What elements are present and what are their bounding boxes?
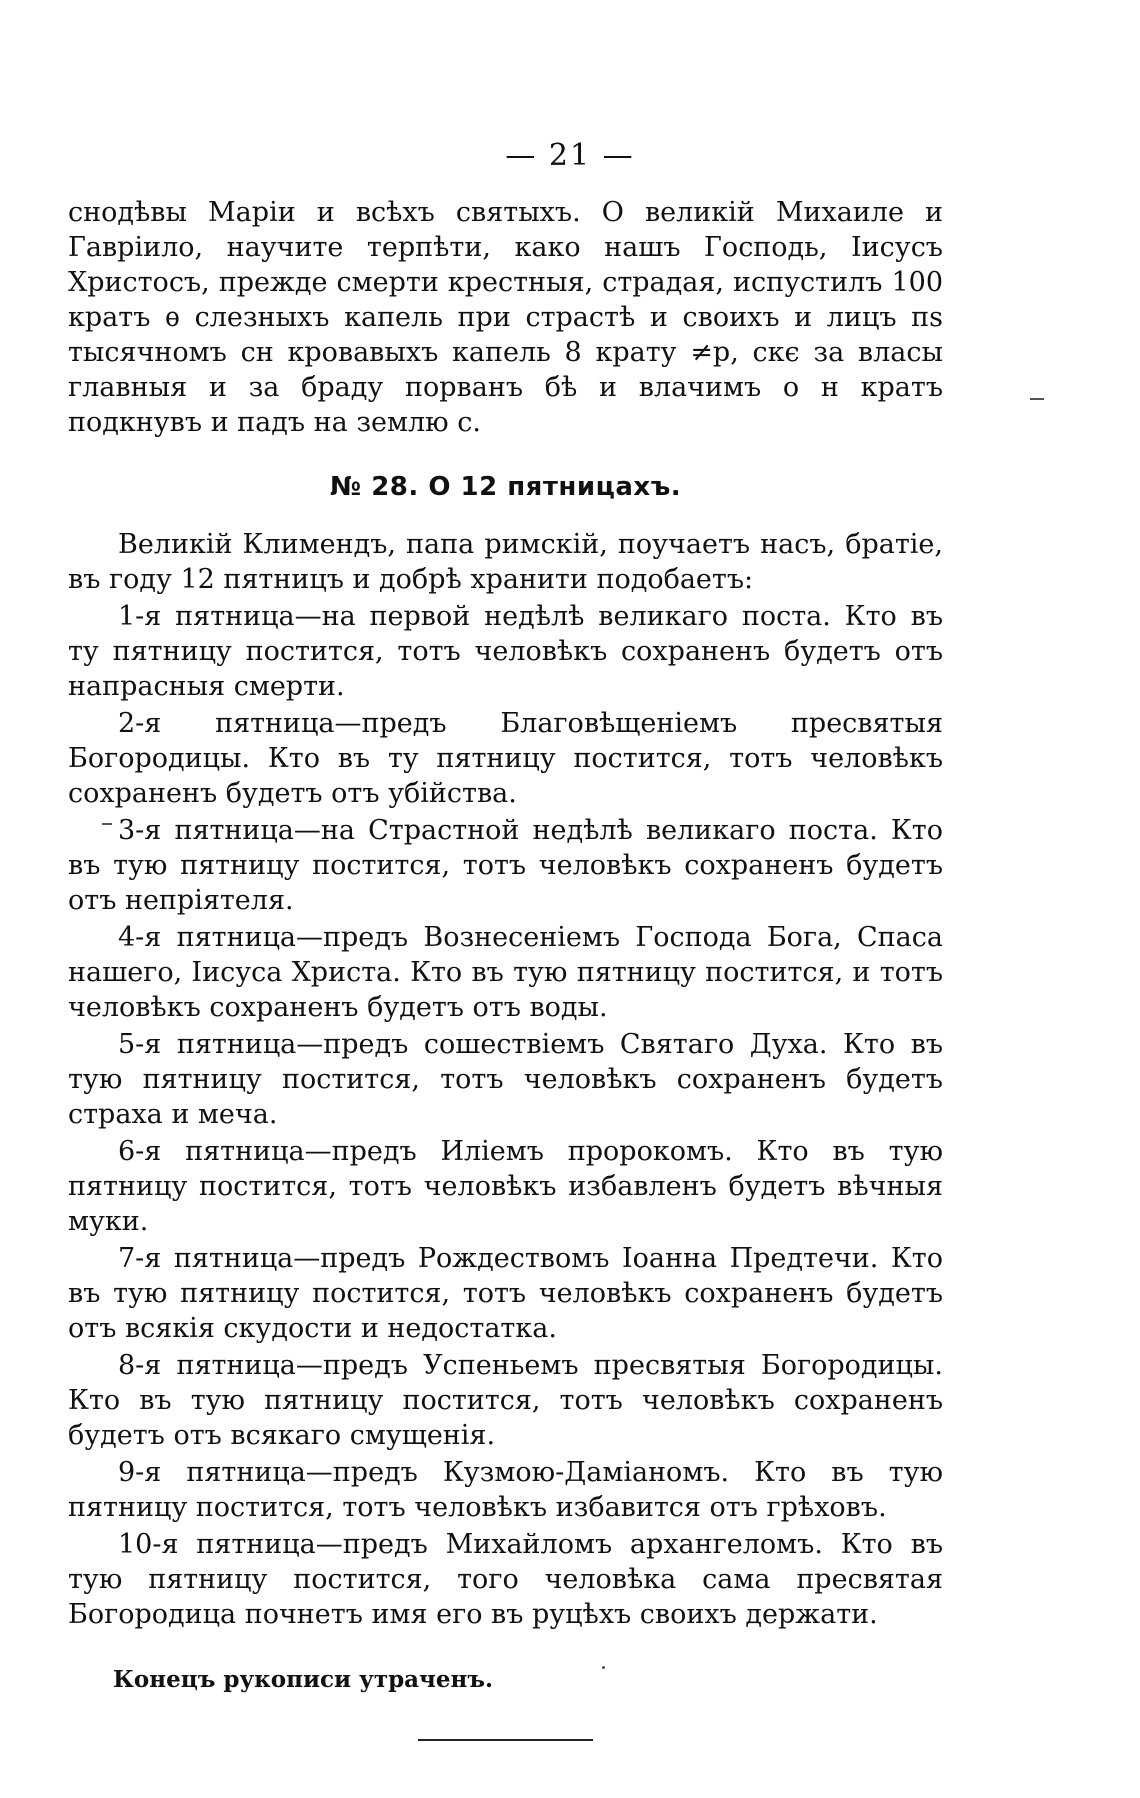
friday-paragraph-7: 7-я пятница—предъ Рождествомъ Іоанна Предтечи. Кто въ тую пятницу постится, тотъ человѣкъ сохраненъ будетъ отъ всякія скудости и недостатка. [68,1243,943,1344]
friday-paragraph-2: 2-я пятница—предъ Благовѣщеніемъ пресвятыя Богородицы. Кто въ ту пятницу постится, тотъ человѣкъ сохраненъ будетъ отъ убійства. [68,708,943,809]
friday-paragraph-5: 5-я пятница—предъ сошествіемъ Святаго Духа. Кто въ тую пятницу постится, тотъ человѣкъ сохраненъ будетъ страха и меча. [68,1029,943,1130]
friday-paragraph-1: 1-я пятница—на первой недѣлѣ великаго поста. Кто въ ту пятницу постится, тотъ человѣкъ сохраненъ будетъ отъ напрасныя смерти. [68,601,943,702]
friday-paragraph-8: 8-я пятница—предъ Успеньемъ пресвятыя Богородицы. Кто въ тую пятницу постится, тотъ человѣкъ сохраненъ будетъ отъ всякаго смущенія. [68,1350,943,1451]
opening-paragraph: снодѣвы Маріи и всѣхъ святыхъ. О великій Михаиле и Гавріило, научите терпѣти, како нашъ Господь, Іисусъ Христосъ, прежде смерти крестныя, страдая, испустилъ 100 кратъ ѳ слезныхъ капель при страстѣ и своихъ и лицъ пѕ тысячномъ сн кровавыхъ капель 8 крату ≠р, скє за власы главныя и за браду порванъ бѣ и влачимъ о н кратъ подкнувъ и падъ на землю с. [68,197,943,438]
print-speck [602,1666,605,1669]
main-text [68,195,943,1741]
friday-paragraph-6: 6-я пятница—предъ Иліемъ пророкомъ. Кто въ тую пятницу постится, тотъ человѣкъ избавленъ будетъ вѣчныя муки. [68,1136,943,1237]
margin-mark-left [102,823,112,825]
friday-paragraph-4: 4-я пятница—предъ Вознесеніемъ Господа Бога, Спаса нашего, Іисуса Христа. Кто въ тую пятницу постится, и тотъ человѣкъ сохраненъ будетъ отъ воды. [68,922,943,1023]
section-heading: № 28. О 12 пятницахъ. [329,472,682,502]
closing-rule [418,1739,593,1741]
friday-paragraph-10: 10-я пятница—предъ Михайломъ архангеломъ. Кто въ тую пятницу постится, того человѣка сама пресвятая Богородица почнетъ имя его въ руцѣхъ своихъ держати. [68,1529,943,1630]
friday-paragraph-3: 3-я пятница—на Страстной недѣлѣ великаго поста. Кто въ тую пятницу постится, тотъ человѣкъ сохраненъ будетъ отъ непріятеля. [68,815,943,916]
end-note: Конецъ рукописи утраченъ. [113,1666,494,1693]
friday-paragraph-9: 9-я пятница—предъ Кузмою-Даміаномъ. Кто въ тую пятницу постится, тотъ человѣкъ избавится отъ грѣховъ. [68,1457,943,1523]
margin-mark [1030,398,1044,400]
page-number: — 21 — [505,138,635,173]
intro-paragraph: Великій Климендъ, папа римскій, поучаетъ насъ, братіе, въ году 12 пятницъ и добрѣ хранити подобаетъ: [68,529,943,595]
